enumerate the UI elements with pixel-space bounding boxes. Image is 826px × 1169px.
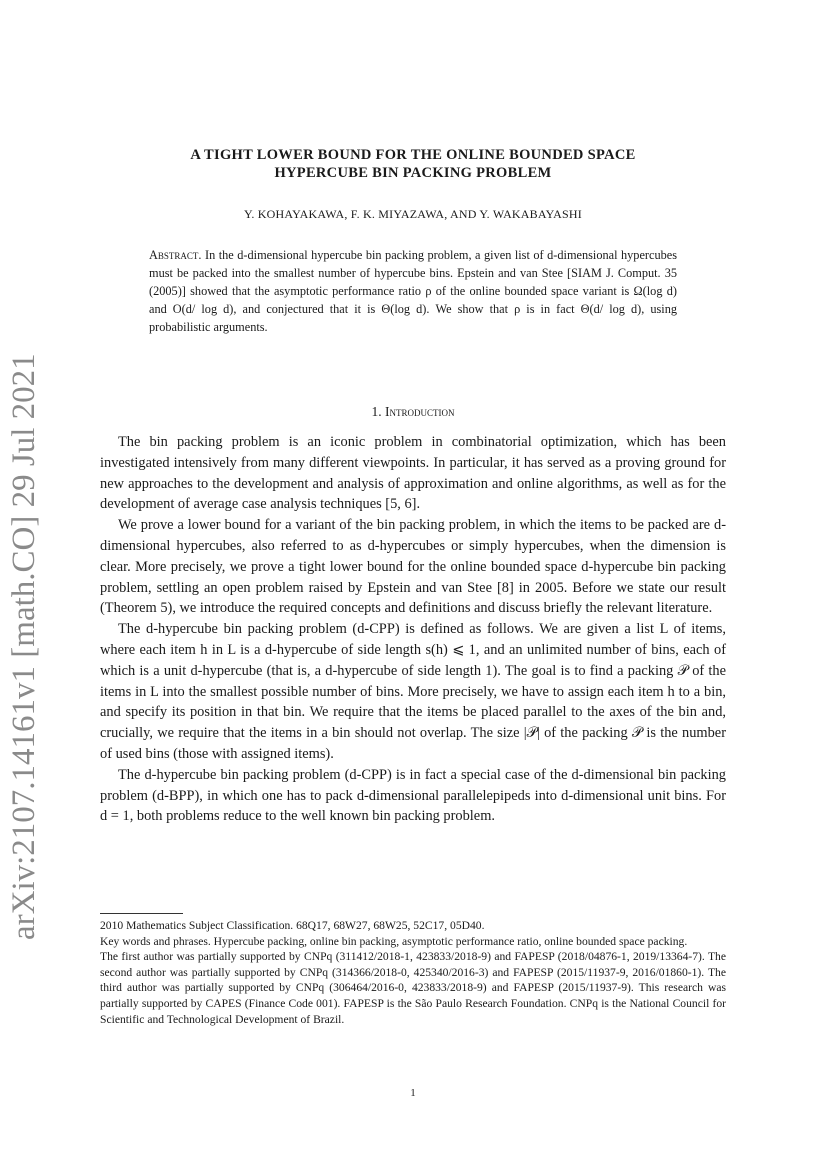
paragraph: The d-hypercube bin packing problem (d-CPP) is defined as follows. We are given a list L of items, where each item h in L is a d-hypercube of side length s(h) ⩽ 1, and an unlimited number of bins, each of which is a unit d-hypercube (that is, a d-hypercube of side length 1). The goal is to find a packing 𝒫 of the items in L into the smallest possible number of bins. More precisely, we have to assign each item h to a bin, and specify its position in that bin. We require that the items be placed parallel to the axes of the bin and, crucially, we require that the items in a bin should not overlap. The size |𝒫| of the packing 𝒫 is the number of used bins (those with assigned items).: [100, 621, 726, 762]
authors: Y. KOHAYAKAWA, F. K. MIYAZAWA, AND Y. WAKABAYASHI: [244, 207, 582, 221]
paragraph: The bin packing problem is an iconic problem in combinatorial optimization, which has been investigated intensively from many different viewpoints. In particular, it has served as a proving ground for new approaches to the development and analysis of approximation and online algorithms, as well as for the development of average case analysis techniques [5, 6].: [100, 434, 726, 513]
abstract: [149, 246, 677, 336]
section-heading: [100, 404, 726, 420]
paragraph: We prove a lower bound for a variant of the bin packing problem, in which the items to be packed are d-dimensional hypercubes, also referred to as d-hypercubes or simply hypercubes, when the dimension is clear. More precisely, we prove a tight lower bound for the online bounded space d-hypercube bin packing problem, settling an open problem raised by Epstein and van Stee [8] in 2005. Before we state our result (Theorem 5), we introduce the required concepts and definitions and discuss briefly the relevant literature.: [100, 517, 726, 617]
arxiv-stamp: arXiv:2107.14161v1 [math.CO] 29 Jul 2021: [6, 353, 42, 940]
abstract-label: Abstract.: [149, 248, 202, 262]
footnote-keywords: Key words and phrases. Hypercube packing, online bin packing, asymptotic performance ratio, online bounded space packing.: [100, 934, 688, 948]
section-title: Introduction: [385, 404, 455, 419]
page-number: 1: [410, 1087, 416, 1099]
footnote-funding: The first author was partially supported by CNPq (311412/2018-1, 423833/2018-9) and FAPESP (2018/04876-1, 2019/13364-7). The second author was partially supported by CNPq (314366/2018-0, 425340/2016-3) and FAPESP (2015/11937-9, 2016/01860-1). The third author was partially supported by CNPq (306464/2016-0, 423833/2018-9) and FAPESP (2015/11937-9). This research was partially supported by CAPES (Finance Code 001). FAPESP is the São Paulo Research Foundation. CNPq is the National Council for Scientific and Technological Development of Brazil.: [100, 950, 726, 1026]
paragraph: The d-hypercube bin packing problem (d-CPP) is in fact a special case of the d-dimensional bin packing problem (d-BPP), in which one has to pack d-dimensional parallelepipeds into d-dimensional unit bins. For d = 1, both problems reduce to the well known bin packing problem.: [100, 766, 726, 825]
title-line-1: A TIGHT LOWER BOUND FOR THE ONLINE BOUNDED SPACE: [190, 147, 636, 163]
body-text: [100, 432, 726, 827]
footnotes: [100, 918, 726, 1027]
footnote-rule: [100, 913, 183, 914]
footnote-classification: 2010 Mathematics Subject Classification. 68Q17, 68W27, 68W25, 52C17, 05D40.: [100, 919, 485, 932]
paper-title: [100, 146, 726, 182]
section-number: 1.: [371, 404, 382, 419]
abstract-text: In the d-dimensional hypercube bin packing problem, a given list of d-dimensional hypercubes must be packed into the smallest number of hypercube bins. Epstein and van Stee [SIAM J. Comput. 35 (2005)] showed that the asymptotic performance ratio ρ of the online bounded space variant is Ω(log d) and O(d/ log d), and conjectured that it is Θ(log d). We show that ρ is in fact Θ(d/ log d), using probabilistic arguments.: [149, 248, 677, 334]
title-line-2: HYPERCUBE BIN PACKING PROBLEM: [274, 165, 552, 181]
